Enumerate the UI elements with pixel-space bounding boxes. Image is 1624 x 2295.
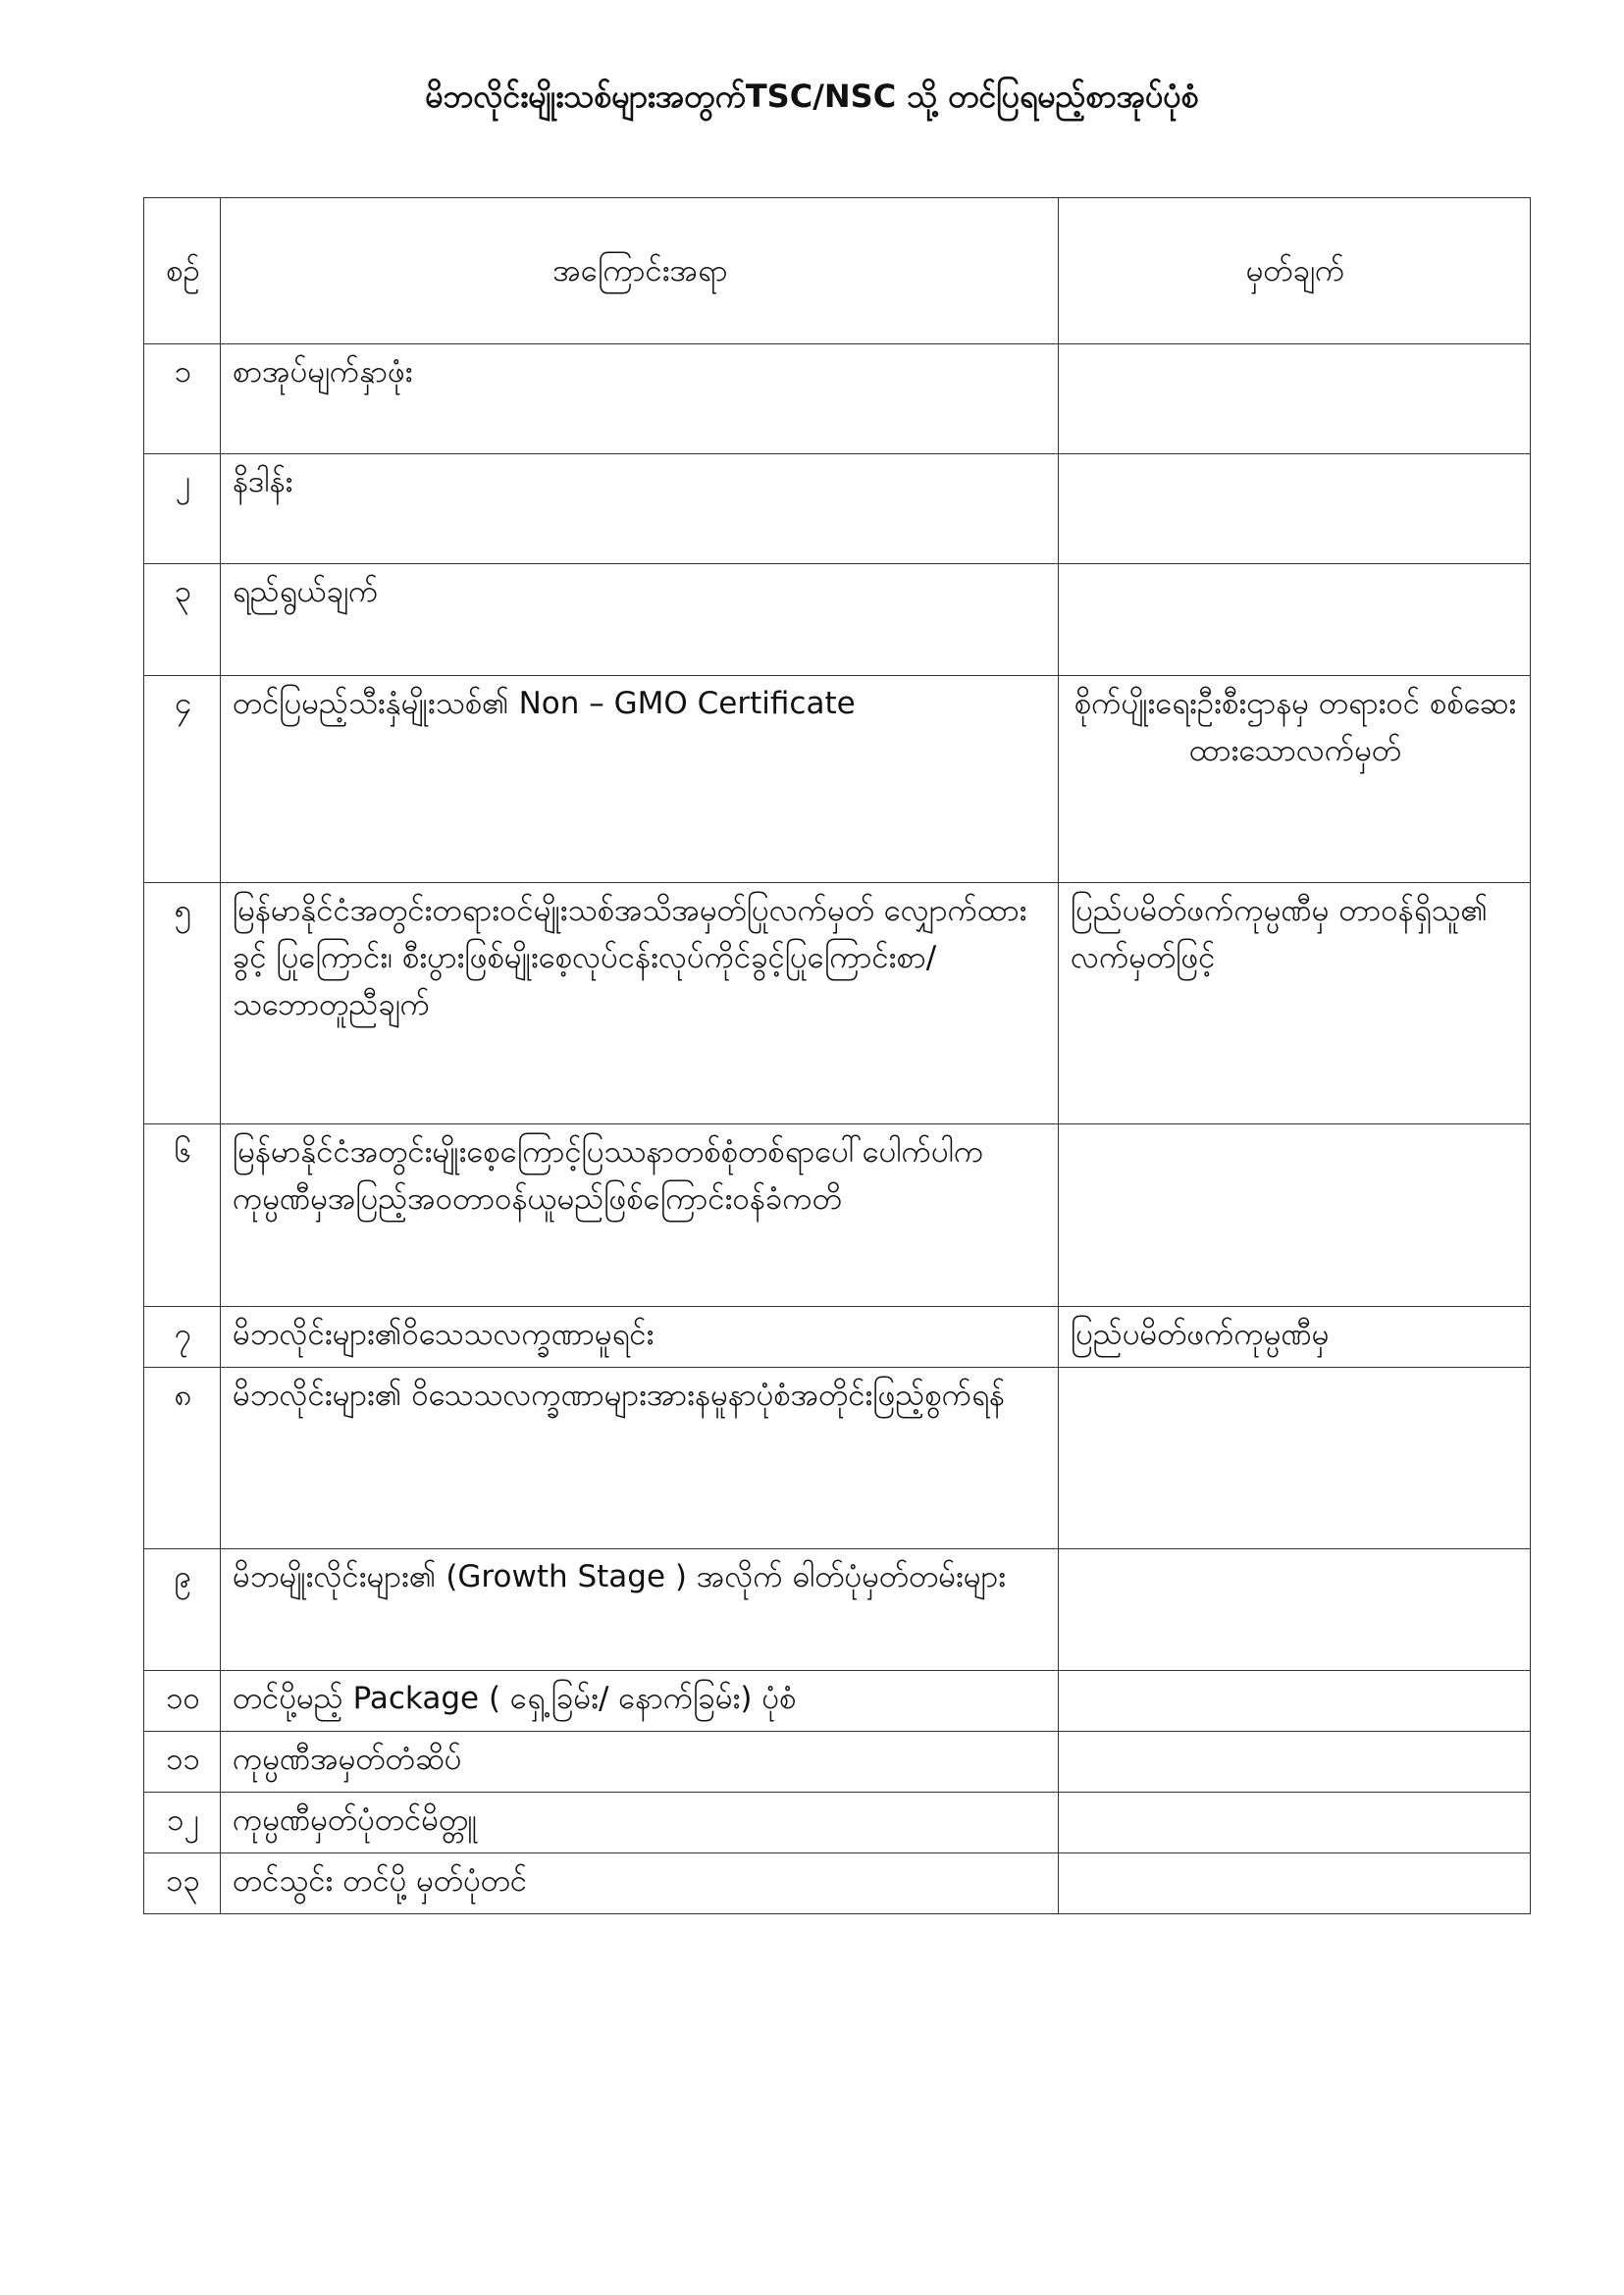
row-subject: မြန်မာနိုင်ငံအတွင်းမျိုးစေ့ကြောင့်ပြဿနာတစ်စုံတစ်ရာပေါ်ပေါက်ပါကကုမ္ပဏီမှအပြည့်အဝတာဝန်ယူမည်ဖြစ်ကြောင်းဝန်ခံကတိ [221,1124,1059,1307]
row-serial-no: ၉ [144,1549,221,1671]
table-row [144,1549,1531,1671]
row-remark: စိုက်ပျိုးရေးဦးစီးဌာနမှ တရားဝင် စစ်ဆေးထားသောလက်မှတ် [1059,676,1531,883]
row-serial-no: ၁၃ [144,1853,221,1914]
row-serial-no: ၁ [144,344,221,454]
header-serial-no: စဉ် [144,198,221,344]
row-serial-no: ၁၁ [144,1732,221,1793]
row-serial-no: ၂ [144,454,221,564]
page-title: မိဘလိုင်းမျိုးသစ်များအတွက်TSC/NSC သို့ တင်ပြရမည့်စာအုပ်ပုံစံ [425,78,1199,115]
table-row [144,564,1531,676]
row-remark [1059,1793,1531,1853]
table-row [144,1793,1531,1853]
table-row [144,676,1531,883]
row-remark [1059,1671,1531,1732]
row-subject: မြန်မာနိုင်ငံအတွင်းတရားဝင်မျိုးသစ်အသိအမှတ်ပြုလက်မှတ် လျှောက်ထားခွင့် ပြုကြောင်း၊ စီးပွားဖြစ်မျိုးစေ့လုပ်ငန်းလုပ်ကိုင်ခွင့်ပြုကြောင်းစာ/ သဘောတူညီချက် [221,883,1059,1124]
row-remark [1059,1732,1531,1793]
table-row [144,883,1531,1124]
row-subject: မိဘလိုင်းများ၏ဝိသေသလက္ခဏာမူရင်း [221,1307,1059,1368]
row-remark: ပြည်ပမိတ်ဖက်ကုမ္ပဏီမှ [1059,1307,1531,1368]
row-serial-no: ၇ [144,1307,221,1368]
row-remark [1059,1853,1531,1914]
row-subject: တင်ပို့မည့် Package ( ရှေ့ခြမ်း/ နောက်ခြမ်း) ပုံစံ [221,1671,1059,1732]
header-remark: မှတ်ချက် [1059,198,1531,344]
table-row [144,1368,1531,1549]
row-subject: တင်သွင်း တင်ပို့ မှတ်ပုံတင် [221,1853,1059,1914]
row-remark: ပြည်ပမိတ်ဖက်ကုမ္ပဏီမှ တာဝန်ရှိသူ၏ လက်မှတ်ဖြင့် [1059,883,1531,1124]
table-row [144,1853,1531,1914]
row-subject: ကုမ္ပဏီအမှတ်တံဆိပ် [221,1732,1059,1793]
table-row [144,454,1531,564]
row-subject: ရည်ရွယ်ချက် [221,564,1059,676]
row-serial-no: ၁၂ [144,1793,221,1853]
table-row [144,1307,1531,1368]
row-serial-no: ၅ [144,883,221,1124]
row-remark [1059,1368,1531,1549]
row-remark [1059,454,1531,564]
document-checklist-table [143,197,1531,1914]
row-remark [1059,1124,1531,1307]
table-row [144,1671,1531,1732]
header-subject: အကြောင်းအရာ [221,198,1059,344]
table-header-row [144,198,1531,344]
row-remark [1059,344,1531,454]
row-serial-no: ၃ [144,564,221,676]
row-remark [1059,564,1531,676]
table-row [144,1124,1531,1307]
row-subject: နိဒါန်း [221,454,1059,564]
row-subject: ကုမ္ပဏီမှတ်ပုံတင်မိတ္တူ [221,1793,1059,1853]
row-remark [1059,1549,1531,1671]
row-subject: စာအုပ်မျက်နှာဖုံး [221,344,1059,454]
table-row [144,1732,1531,1793]
row-subject: မိဘလိုင်းများ၏ ဝိသေသလက္ခဏာများအားနမူနာပုံစံအတိုင်းဖြည့်စွက်ရန် [221,1368,1059,1549]
table-row [144,344,1531,454]
row-subject: မိဘမျိုးလိုင်းများ၏ (Growth Stage ) အလိုက် ဓါတ်ပုံမှတ်တမ်းများ [221,1549,1059,1671]
row-serial-no: ၈ [144,1368,221,1549]
row-serial-no: ၁၀ [144,1671,221,1732]
row-serial-no: ၆ [144,1124,221,1307]
row-serial-no: ၄ [144,676,221,883]
row-subject: တင်ပြမည့်သီးနှံမျိုးသစ်၏ Non – GMO Certificate [221,676,1059,883]
